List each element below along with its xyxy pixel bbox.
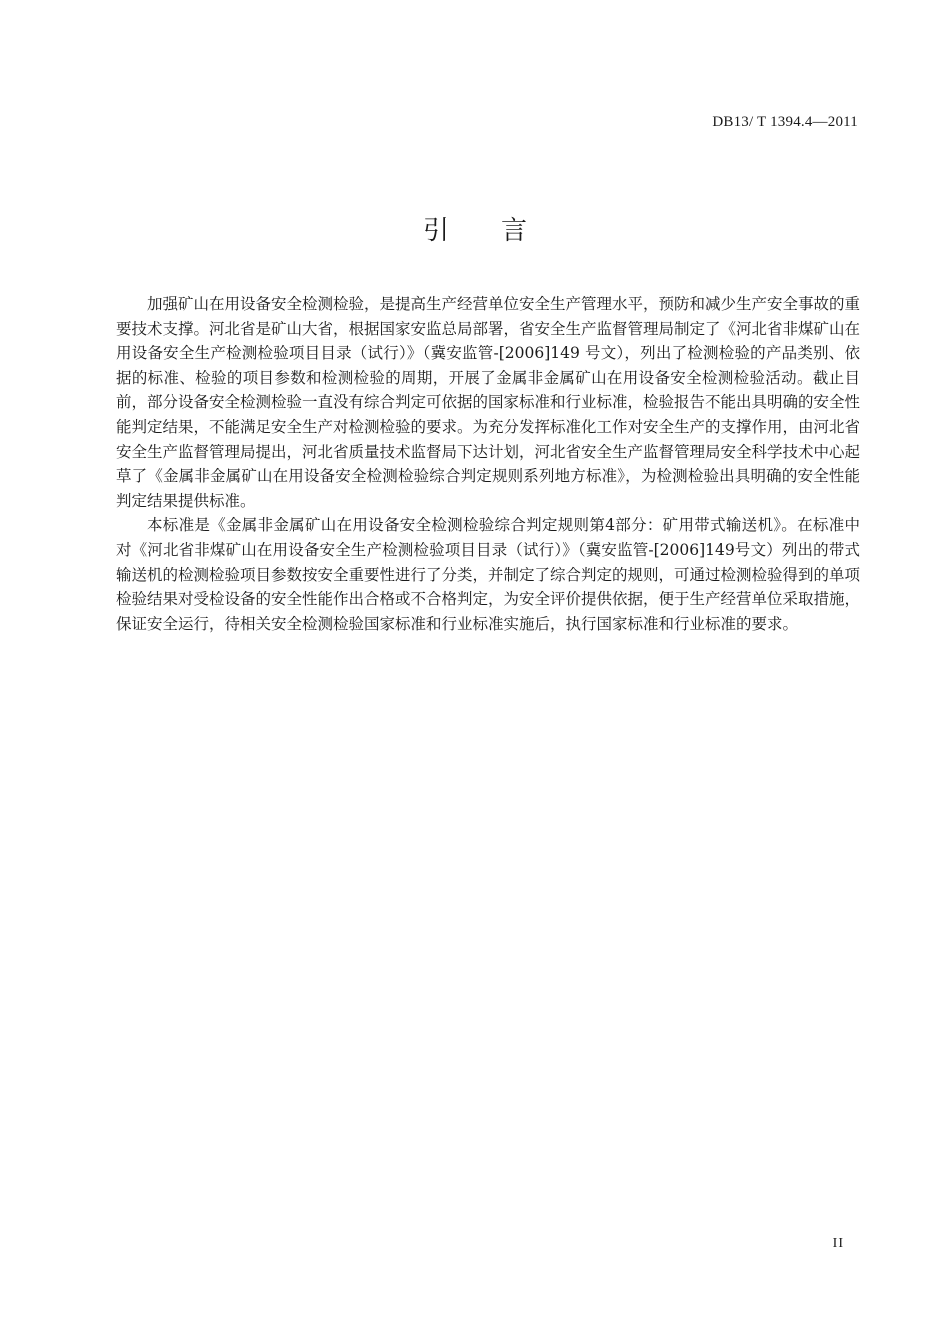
- document-code: DB13/ T 1394.4—2011: [712, 114, 858, 130]
- title-char-2: 言: [501, 216, 528, 246]
- title-char-1: 引: [422, 216, 449, 246]
- introduction-body: [116, 292, 860, 636]
- paragraph-2: 本标准是《金属非金属矿山在用设备安全检测检验综合判定规则第4部分：矿用带式输送机》。在标准中对《河北省非煤矿山在用设备安全生产检测检验项目目录（试行）》（冀安监管-[2006]149号文）列出的带式输送机的检测检验项目参数按安全重要性进行了分类，并制定了综合判定的规则，可通过检测检验得到的单项检验结果对受检设备的安全性能作出合格或不合格判定，为安全评价提供依据，便于生产经营单位采取措施，保证安全运行，待相关安全检测检验国家标准和行业标准实施后，执行国家标准和行业标准的要求。: [116, 516, 861, 633]
- page-title: [0, 210, 950, 247]
- paragraph-1: 加强矿山在用设备安全检测检验，是提高生产经营单位安全生产管理水平，预防和减少生产安全事故的重要技术支撑。河北省是矿山大省，根据国家安监总局部署，省安全生产监督管理局制定了《河北省非煤矿山在用设备安全生产检测检验项目目录（试行）》（冀安监管-[2006]149 号文），列出了检测检验的产品类别、依据的标准、检验的项目参数和检测检验的周期，开展了金属非金属矿山在用设备安全检测检验活动。截止目前，部分设备安全检测检验一直没有综合判定可依据的国家标准和行业标准，检验报告不能出具明确的安全性能判定结果，不能满足安全生产对检测检验的要求。为充分发挥标准化工作对安全生产的支撑作用，由河北省安全生产监督管理局提出，河北省质量技术监督局下达计划，河北省安全生产监督管理局安全科学技术中心起草了《金属非金属矿山在用设备安全检测检验综合判定规则系列地方标准》，为检测检验出具明确的安全性能判定结果提供标准。: [116, 295, 861, 510]
- page-number: II: [832, 1236, 844, 1251]
